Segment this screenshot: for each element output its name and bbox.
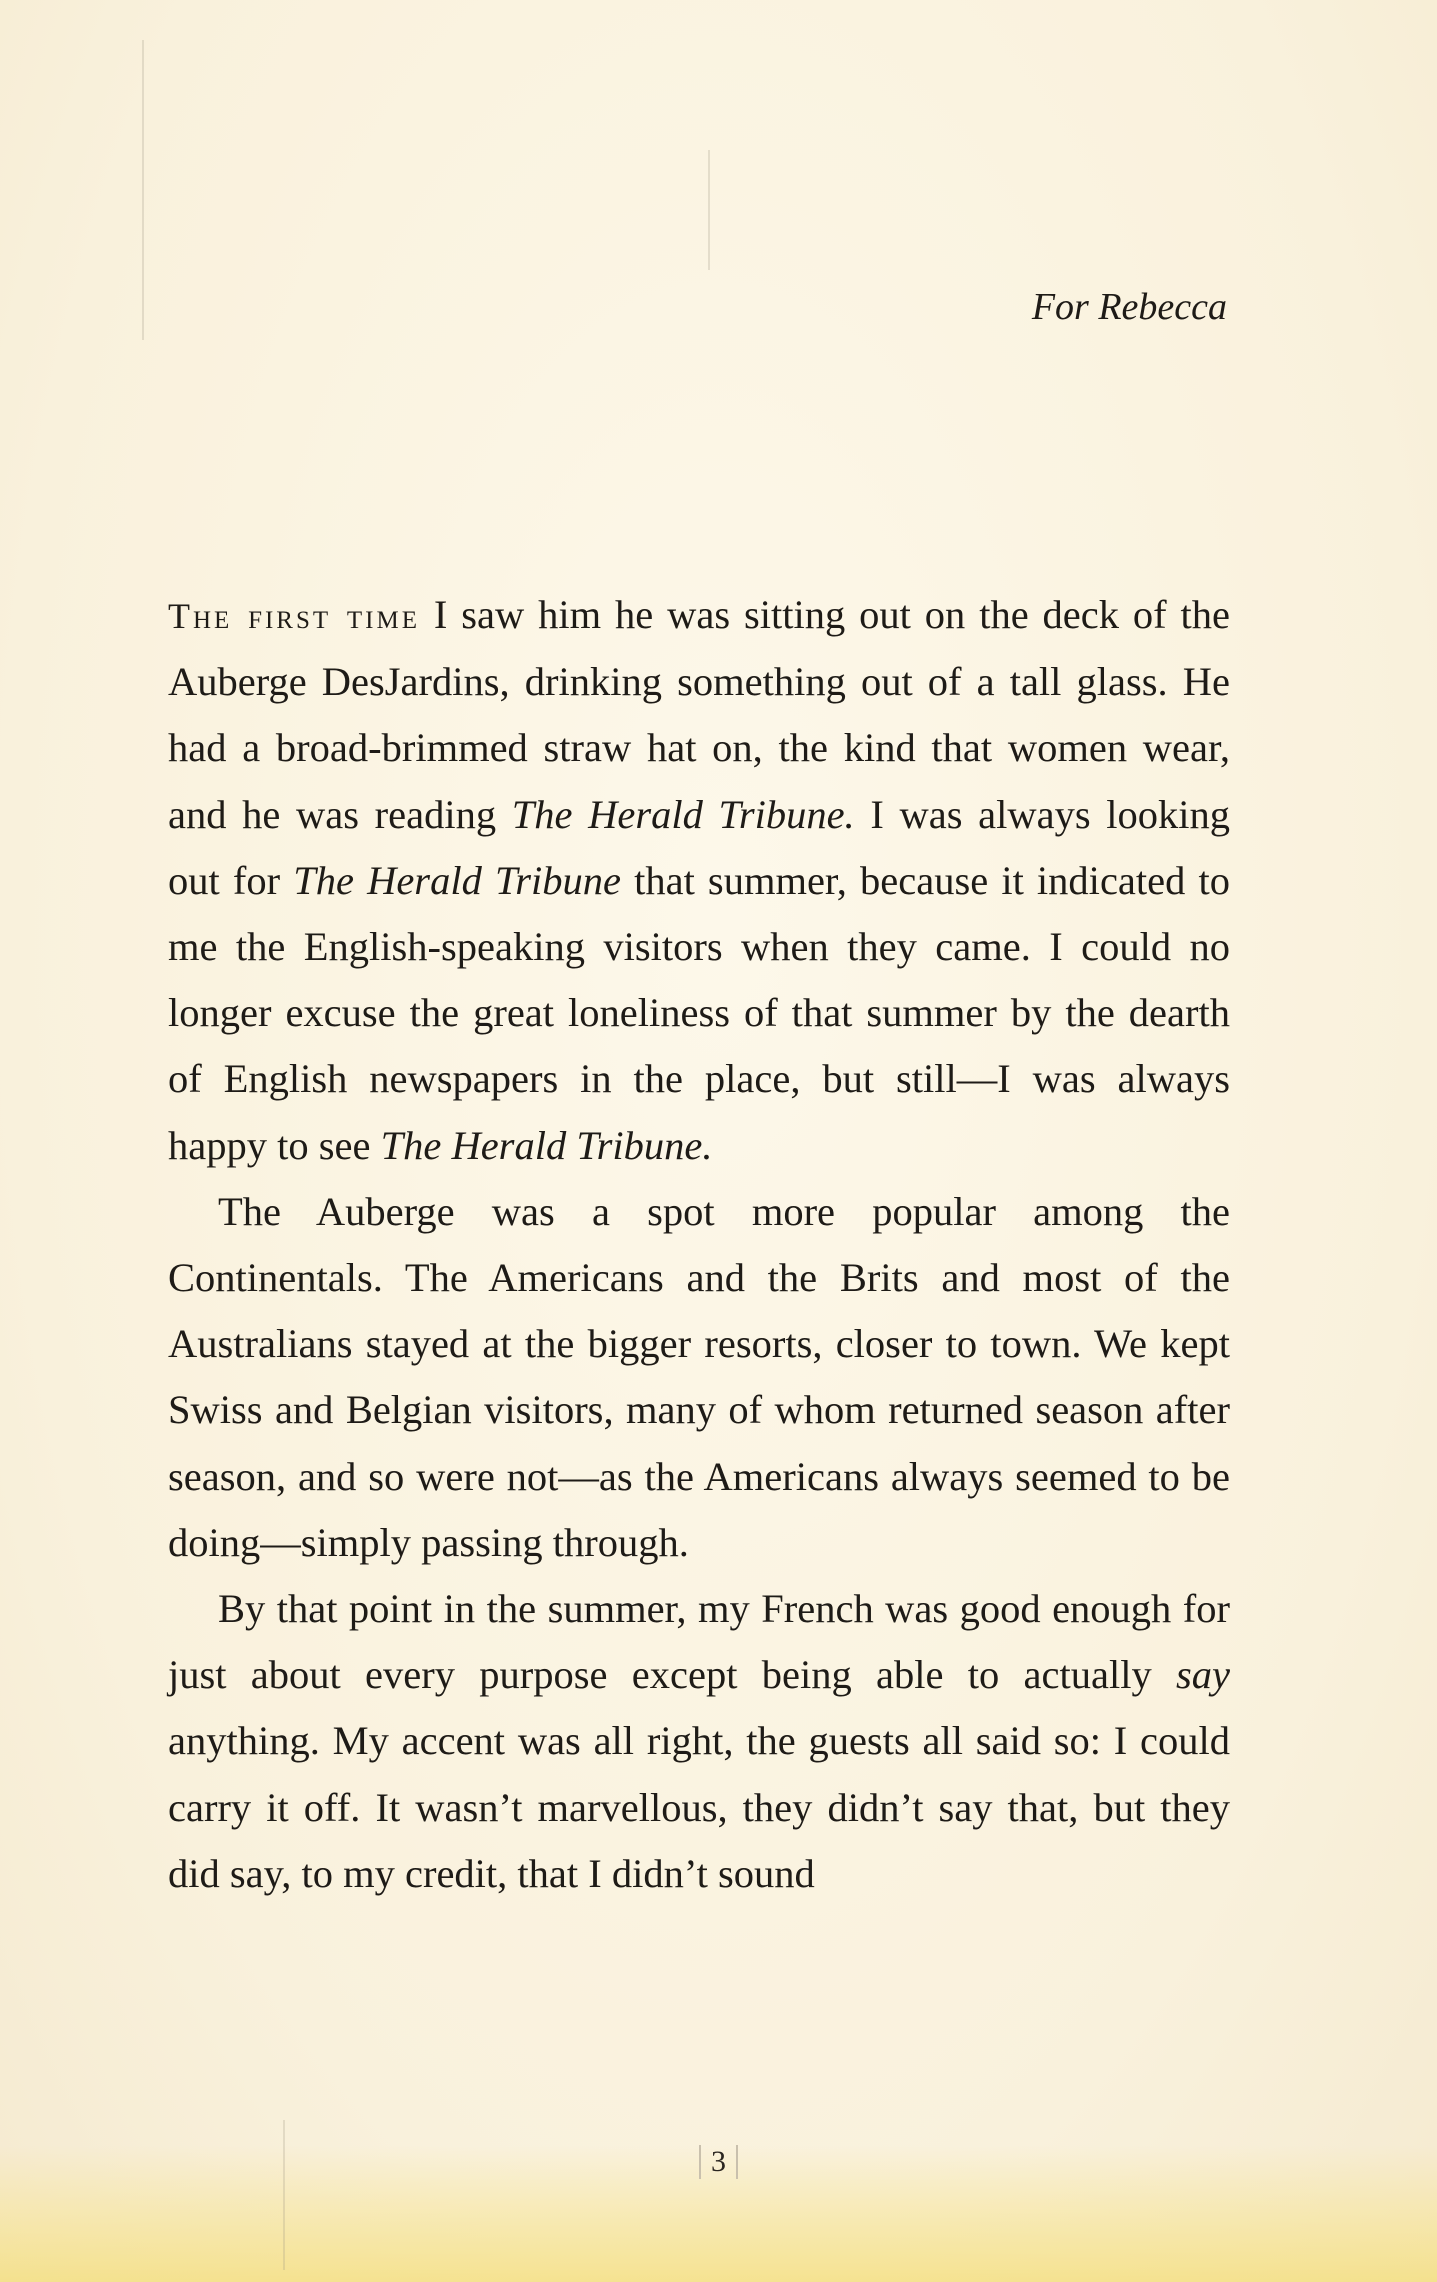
text-run: anything. My accent was all right, the guests all said so: I could carry it off. It wasn’t marvellous, they didn’t say that, but they did say, to my credit, that I didn’t sound	[168, 1718, 1230, 1896]
body-text	[168, 582, 1230, 1907]
italic-text: The Herald Tribune.	[511, 791, 855, 837]
text-run: I saw him he was sitting out on the deck of the Auberge DesJardins, drinking something out of a tall glass. He had a broad-brimmed straw hat on, the kind that women wear, and he was reading	[168, 592, 1230, 837]
paragraph	[168, 582, 1230, 1179]
scan-artifact	[708, 150, 710, 270]
scan-artifact	[142, 40, 144, 340]
page-number-container	[0, 2145, 1437, 2179]
paragraph	[168, 1576, 1230, 1907]
scan-artifact	[283, 2120, 285, 2270]
text-run: By that point in the summer, my French was good enough for just about every purpose except being able to actually	[168, 1586, 1230, 1698]
page-number: 3	[699, 2145, 738, 2179]
text-run: I was always looking out for	[168, 791, 1230, 903]
italic-text: say	[1176, 1652, 1230, 1698]
opening-smallcaps: The first time	[168, 596, 421, 636]
dedication: For Rebecca	[1031, 286, 1227, 328]
italic-text: The Herald Tribune.	[380, 1122, 713, 1168]
paragraph	[168, 1179, 1230, 1576]
text-run: that summer, because it indicated to me the English-speaking visitors when they came. I could no longer excuse the great loneliness of that summer by the dearth of English newspapers in the place, but still—I was always happy to see	[168, 857, 1230, 1168]
text-run: The Auberge was a spot more popular among the Continentals. The Americans and the Brits and most of the Australians stayed at the bigger resorts, closer to town. We kept Swiss and Belgian visitors, many of whom returned season after season, and so were not—as the Americans always seemed to be doing—simply passing through.	[168, 1188, 1230, 1565]
italic-text: The Herald Tribune	[293, 857, 621, 903]
